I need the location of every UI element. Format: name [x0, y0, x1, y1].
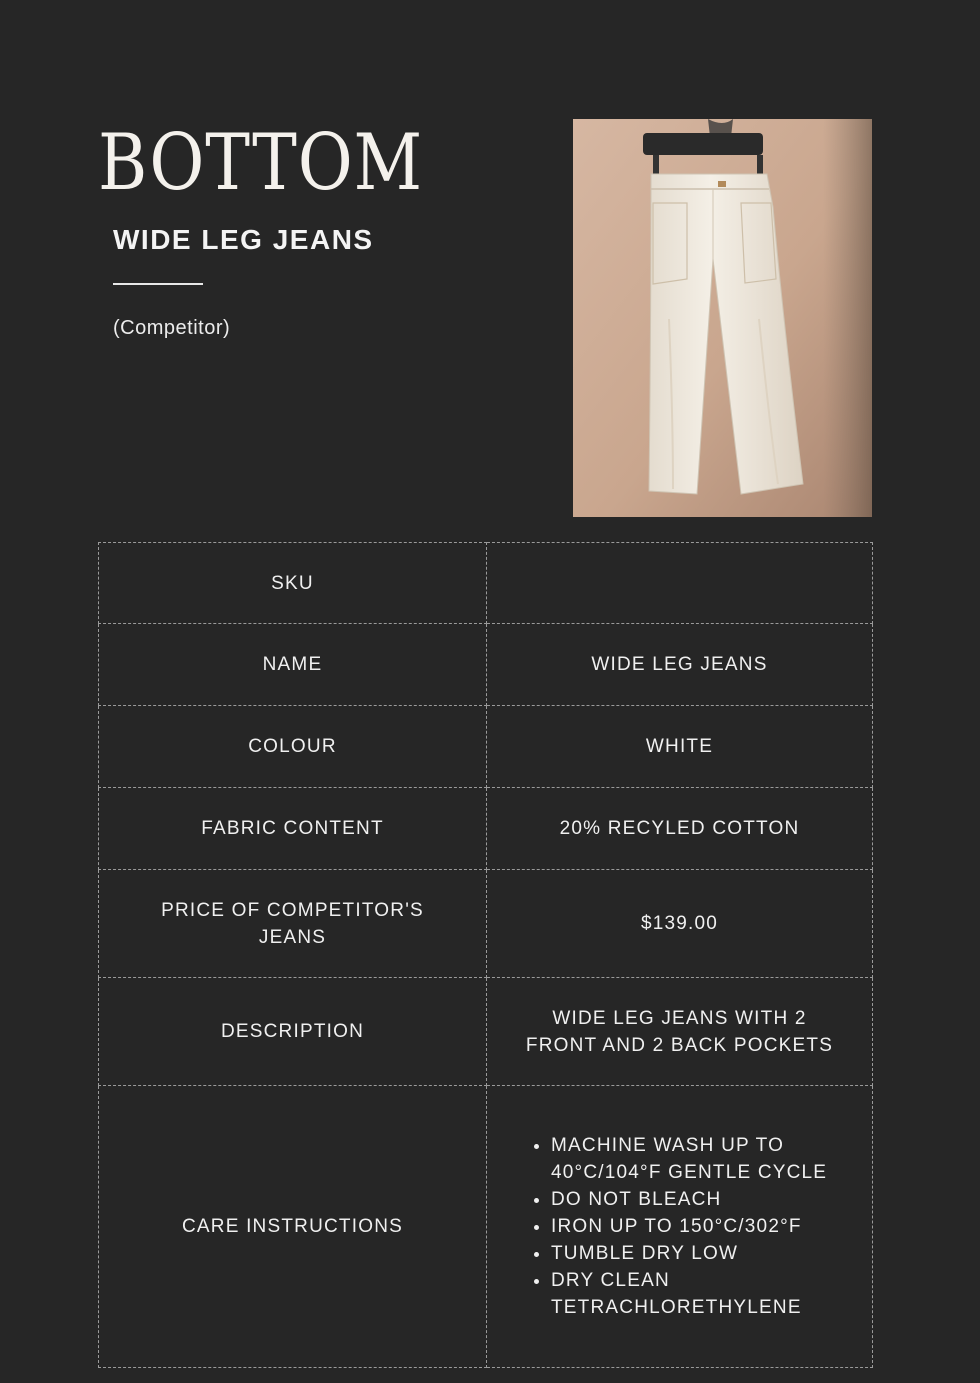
row-value-price: $139.00	[487, 870, 873, 978]
table-row	[99, 870, 873, 978]
product-subtitle: WIDE LEG JEANS	[113, 224, 374, 255]
table-row	[99, 978, 873, 1086]
row-value-sku	[487, 543, 873, 624]
product-spec-table	[98, 542, 873, 1368]
row-label-price: PRICE OF COMPETITOR'S JEANS	[99, 870, 487, 978]
page-title: BOTTOM	[98, 118, 424, 208]
row-label-name: NAME	[99, 624, 487, 706]
row-value-colour: WHITE	[487, 706, 873, 788]
row-label-sku: SKU	[99, 543, 487, 624]
row-label-care: CARE INSTRUCTIONS	[99, 1086, 487, 1368]
table-row	[99, 788, 873, 870]
jeans-photo-icon	[573, 119, 872, 517]
row-label-colour: COLOUR	[99, 706, 487, 788]
care-instructions-list	[523, 1132, 842, 1321]
list-item: • DRY CLEAN TETRACHLORETHYLENE	[551, 1267, 842, 1321]
row-value-description: WIDE LEG JEANS WITH 2 FRONT AND 2 BACK POCKETS	[487, 978, 873, 1086]
row-value-fabric: 20% RECYLED COTTON	[487, 788, 873, 870]
list-item: • DO NOT BLEACH	[551, 1186, 842, 1213]
row-value-care	[487, 1086, 873, 1368]
list-item: • TUMBLE DRY LOW	[551, 1240, 842, 1267]
list-item: • MACHINE WASH UP TO 40°C/104°F GENTLE CYCLE	[551, 1132, 842, 1186]
table-row	[99, 706, 873, 788]
row-label-description: DESCRIPTION	[99, 978, 487, 1086]
table-row	[99, 543, 873, 624]
row-label-fabric: FABRIC CONTENT	[99, 788, 487, 870]
table-row	[99, 624, 873, 706]
table-row	[99, 1086, 873, 1368]
list-item: • IRON UP TO 150°C/302°F	[551, 1213, 842, 1240]
competitor-note: (Competitor)	[113, 317, 231, 339]
product-photo	[573, 119, 872, 517]
row-value-name: WIDE LEG JEANS	[487, 624, 873, 706]
title-divider	[113, 283, 203, 285]
